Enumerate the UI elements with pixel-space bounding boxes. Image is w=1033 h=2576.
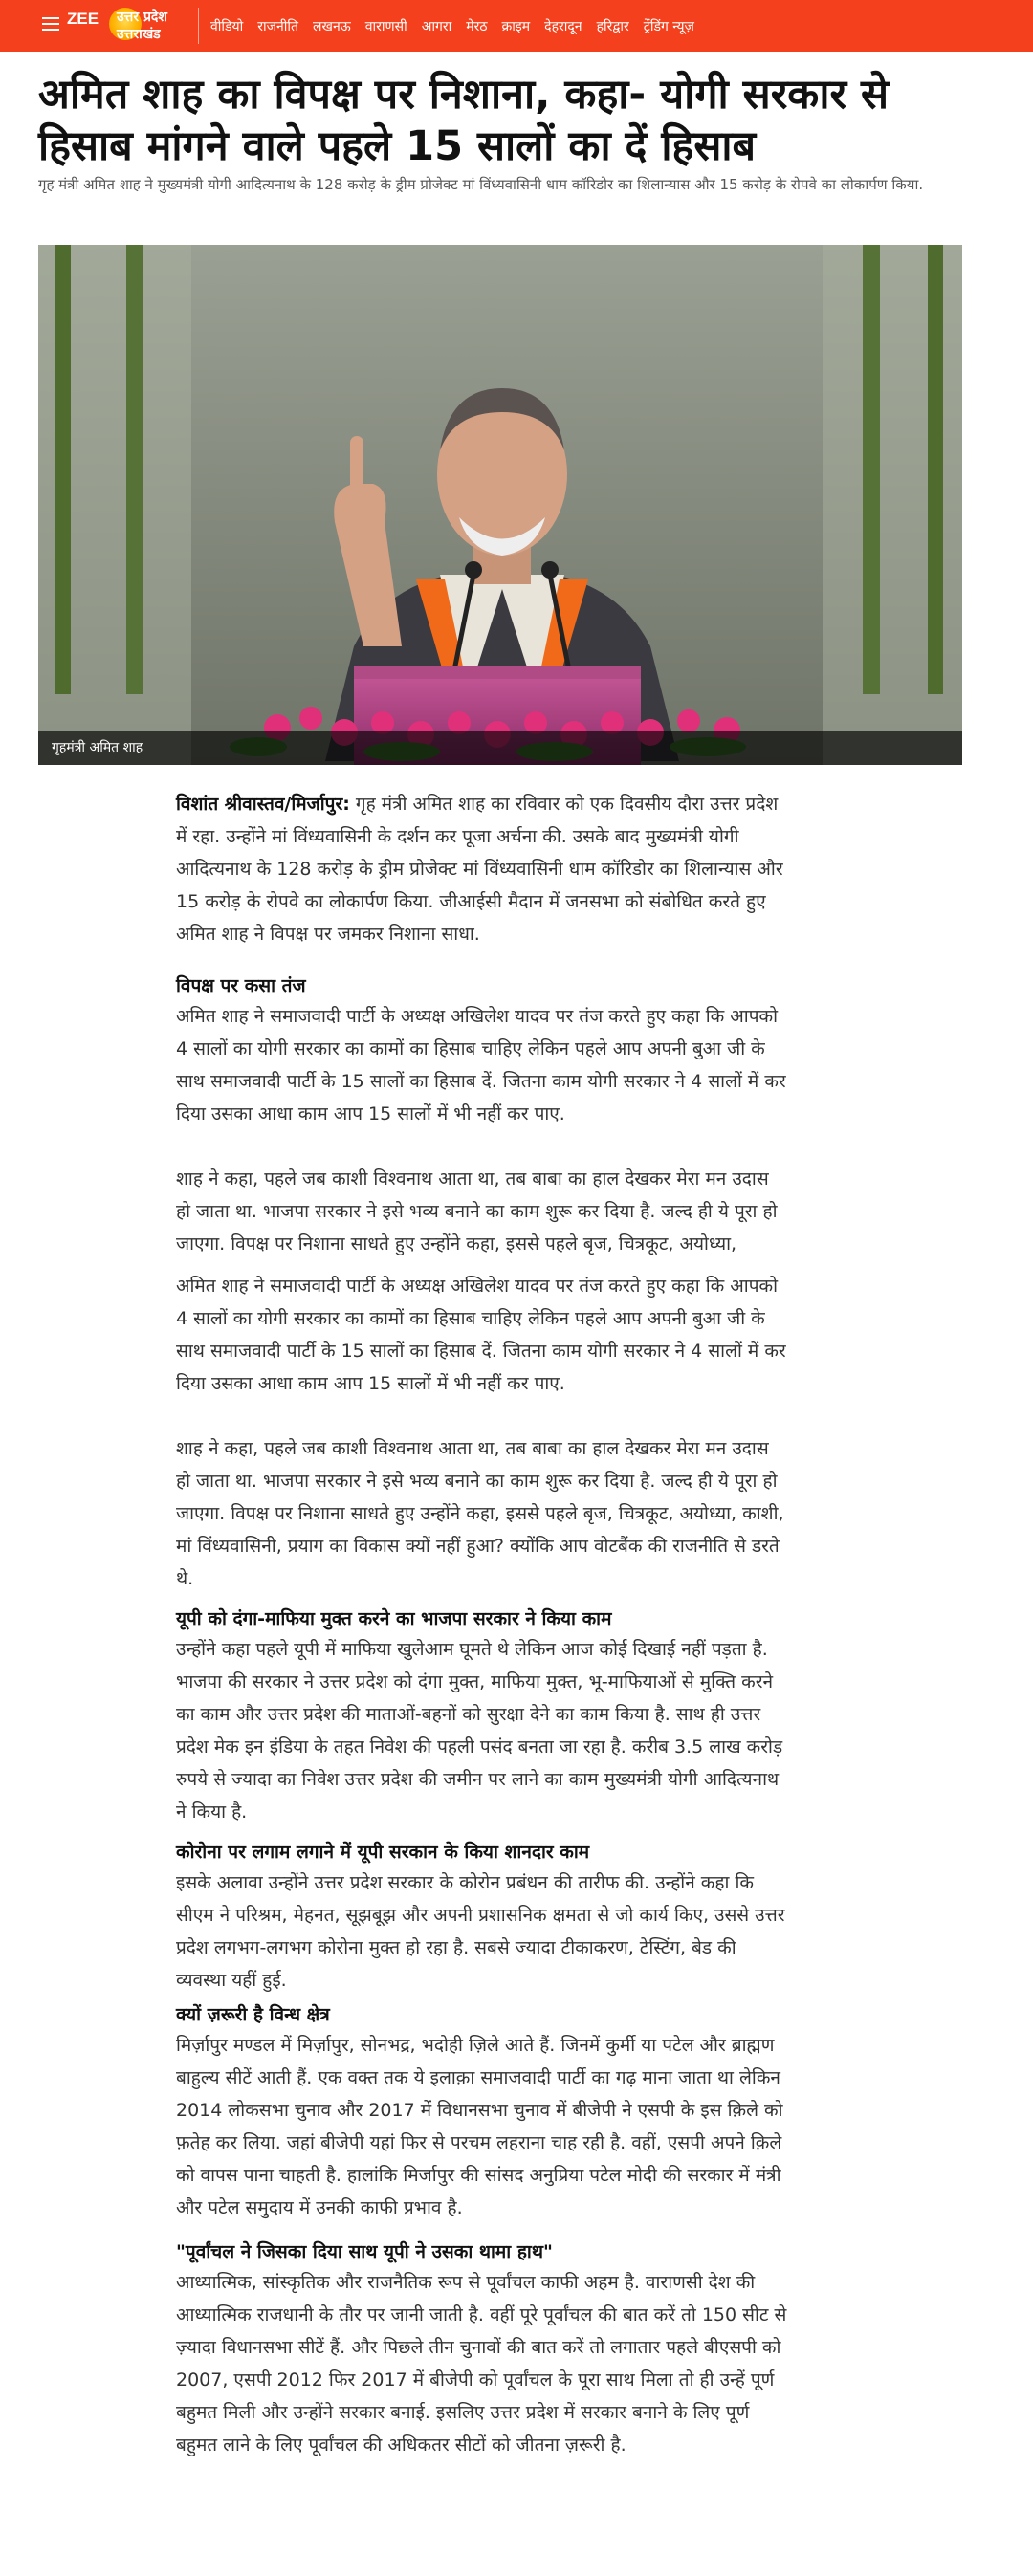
article-body (176, 788, 788, 2461)
nav-item-dehradun[interactable]: देहरादून (544, 18, 582, 34)
nav-item-varanasi[interactable]: वाराणसी (364, 18, 407, 34)
nav-item-video[interactable]: वीडियो (210, 18, 244, 34)
nav-item-politics[interactable]: राजनीति (257, 18, 299, 34)
subheading-5: "पूर्वांचल ने जिसका दिया साथ यूपी ने उसका थामा हाथ" (176, 2241, 553, 2262)
paragraph-6: इसके अलावा उन्होंने उत्तर प्रदेश सरकार के कोरोन प्रबंधन की तारीफ की. उन्होंने कहा कि सीएम ने परिश्रम, मेहनत, सूझबूझ और अपनी प्रशासनिक क्षमता से जो कार्य किए, उससे उत्तर प्रदेश लगभग-लगभग कोरोना मुक्त हो रहा है. सबसे ज्यादा टीकाकरण, टेस्टिंग, बेड की व्यवस्था यहीं हुई. (176, 1872, 785, 1991)
paragraph-3: अमित शाह ने समाजवादी पार्टी के अध्यक्ष अखिलेश यादव पर तंज करते हुए कहा कि आपको 4 सालों का योगी सरकार का कामों का हिसाब चाहिए लेकिन पहले आप अपनी बुआ जी के साथ समाजवादी पार्टी के 15 सालों का हिसाब दें. जितना काम योगी सरकार ने 4 सालों में कर दिया उसका आधा काम आप 15 सालों में भी नहीं कर पाए. (176, 1276, 786, 1394)
paragraph-4: शाह ने कहा, पहले जब काशी विश्वनाथ आता था, तब बाबा का हाल देखकर मेरा मन उदास हो जाता था. भाजपा सरकार ने इसे भव्य बनाने का काम शुरू कर दिया है. जल्द ही ये पूरा हो जाएगा. विपक्ष पर निशाना साधते हुए उन्होंने कहा, इससे पहले बृज, चित्रकूट, अयोध्या, काशी, मां विंध्यवासिनी, प्रयाग का विकास क्यों नहीं हुआ? क्योंकि आप वोटबैंक की राजनीति से डरते थे. (176, 1438, 784, 1589)
nav-item-trending[interactable]: ट्रेंडिंग न्यूज़ (643, 18, 694, 34)
nav-item-agra[interactable]: आगरा (421, 18, 452, 34)
top-navbar (0, 0, 1033, 52)
menu-icon[interactable] (42, 17, 59, 31)
subheading-2: यूपी को दंगा-माफिया मुक्त करने का भाजपा सरकार ने किया काम (176, 1608, 612, 1629)
paragraph-7: मिर्ज़ापुर मण्डल में मिर्ज़ापुर, सोनभद्र, भदोही ज़िले आते हैं. जिनमें कुर्मी या पटेल और ब्राह्मण बाहुल्य सीटें आती हैं. एक वक्त तक ये इलाक़ा समाजवादी पार्टी का गढ़ माना जाता था लेकिन 2014 लोकसभा चुनाव और 2017 में विधानसभा चुनाव में बीजेपी ने एसपी के इस क़िले को फ़तेह कर लिया. जहां बीजेपी यहां फिर से परचम लहराना चाह रही है. वहीं, एसपी अपने क़िले को वापस पाना चाहती है. हालांकि मिर्जापुर की सांसद अनुप्रिया पटेल मोदी की सरकार में मंत्री और पटेल समुदाय में उनकी काफी प्रभाव है. (176, 2035, 783, 2218)
paragraph-8: आध्यात्मिक, सांस्कृतिक और राजनैतिक रूप से पूर्वांचल काफी अहम है. वाराणसी देश की आध्यात्मिक राजधानी के तौर पर जानी जाती है. वहीं पूरे पूर्वांचल की बात करें तो 150 सीट से ज़्यादा विधानसभा सीटें हैं. और पिछले तीन चुनावों की बात करें तो लगातार पहले बीएसपी को 2007, एसपी 2012 फिर 2017 में बीजेपी को पूर्वांचल के पूरा साथ मिला तो ही उन्हें पूर्ण बहुमत मिली और उन्होंने सरकार बनाई. इसलिए उत्तर प्रदेश में सरकार बनाने के लिए पूर्ण बहुमत लाने के लिए पूर्वांचल की अधिकतर सीटों को जीतना ज़रूरी है. (176, 2272, 787, 2456)
site-logo[interactable] (67, 4, 191, 48)
nav-divider (198, 8, 199, 44)
hero-illustration (38, 245, 962, 765)
logo-brand: ZEE (67, 10, 99, 28)
article-summary: गृह मंत्री अमित शाह ने मुख्यमंत्री योगी आदित्यनाथ के 128 करोड़ के ड्रीम प्रोजेक्ट मां विंध्यवासिनी धाम कॉरिडोर का शिलान्यास और 15 करोड़ के रोपवे का लोकार्पण किया. (38, 176, 924, 193)
image-caption: गृहमंत्री अमित शाह (38, 731, 962, 765)
paragraph-5: उन्होंने कहा पहले यूपी में माफिया खुलेआम घूमते थे लेकिन आज कोई दिखाई नहीं पड़ता है. भाजपा की सरकार ने उत्तर प्रदेश को दंगा मुक्त, माफिया मुक्त, भू-माफियाओं से मुक्ति करने का काम और उत्तर प्रदेश की माताओं-बहनों को सुरक्षा देने का काम किया है. साथ ही उत्तर प्रदेश मेक इन इंडिया के तहत निवेश की पहली पसंद बनता जा रहा है. करीब 3.5 लाख करोड़ रुपये से ज्यादा का निवेश उत्तर प्रदेश की जमीन पर लाने का काम मुख्यमंत्री योगी आदित्यनाथ ने किया है. (176, 1639, 783, 1823)
nav-item-haridwar[interactable]: हरिद्वार (596, 18, 629, 34)
article-headline: अमित शाह का विपक्ष पर निशाना, कहा- योगी सरकार से हिसाब मांगने वाले पहले 15 सालों का दें हिसाब (38, 71, 890, 170)
nav-item-meerut[interactable]: मेरठ (466, 18, 488, 34)
nav-item-crime[interactable]: क्राइम (501, 18, 531, 34)
logo-line1: उत्तर प्रदेश (117, 10, 167, 25)
hero-image (38, 245, 962, 765)
paragraph-1: अमित शाह ने समाजवादी पार्टी के अध्यक्ष अखिलेश यादव पर तंज करते हुए कहा कि आपको 4 सालों का योगी सरकार का कामों का हिसाब चाहिए लेकिन पहले आप अपनी बुआ जी के साथ समाजवादी पार्टी के 15 सालों का हिसाब दें. जितना काम योगी सरकार ने 4 सालों में कर दिया उसका आधा काम आप 15 सालों में भी नहीं कर पाए. (176, 1006, 786, 1124)
subheading-1: विपक्ष पर कसा तंज (176, 975, 306, 996)
intro-text: गृह मंत्री अमित शाह का रविवार को एक दिवसीय दौरा उत्तर प्रदेश में रहा. उन्होंने मां विंध्यवासिनी के दर्शन कर पूजा अर्चना की. उसके बाद मुख्यमंत्री योगी आदित्यनाथ के 128 करोड़ के ड्रीम प्रोजेक्ट मां विंध्यवासिनी धाम कॉरिडोर का शिलान्यास और 15 करोड़ के रोपवे का लोकार्पण किया. जीआईसी मैदान में जनसभा को संबोधित करते हुए अमित शाह ने विपक्ष पर जमकर निशाना साधा. (176, 794, 783, 945)
logo-line2: उत्तराखंड (117, 27, 161, 42)
main-nav (210, 0, 709, 52)
article-intro (176, 788, 788, 950)
subheading-3: कोरोना पर लगाम लगाने में यूपी सरकान के किया शानदार काम (176, 1842, 590, 1863)
subheading-4: क्यों ज़रूरी है विन्ध क्षेत्र (176, 2004, 330, 2025)
nav-item-lucknow[interactable]: लखनऊ (313, 18, 351, 34)
byline: विशांत श्रीवास्तव/मिर्जापुर: (176, 794, 350, 815)
paragraph-2: शाह ने कहा, पहले जब काशी विश्वनाथ आता था, तब बाबा का हाल देखकर मेरा मन उदास हो जाता था. भाजपा सरकार ने इसे भव्य बनाने का काम शुरू कर दिया है. जल्द ही ये पूरा हो जाएगा. विपक्ष पर निशाना साधते हुए उन्होंने कहा, इससे पहले बृज, चित्रकूट, अयोध्या, (176, 1168, 778, 1255)
